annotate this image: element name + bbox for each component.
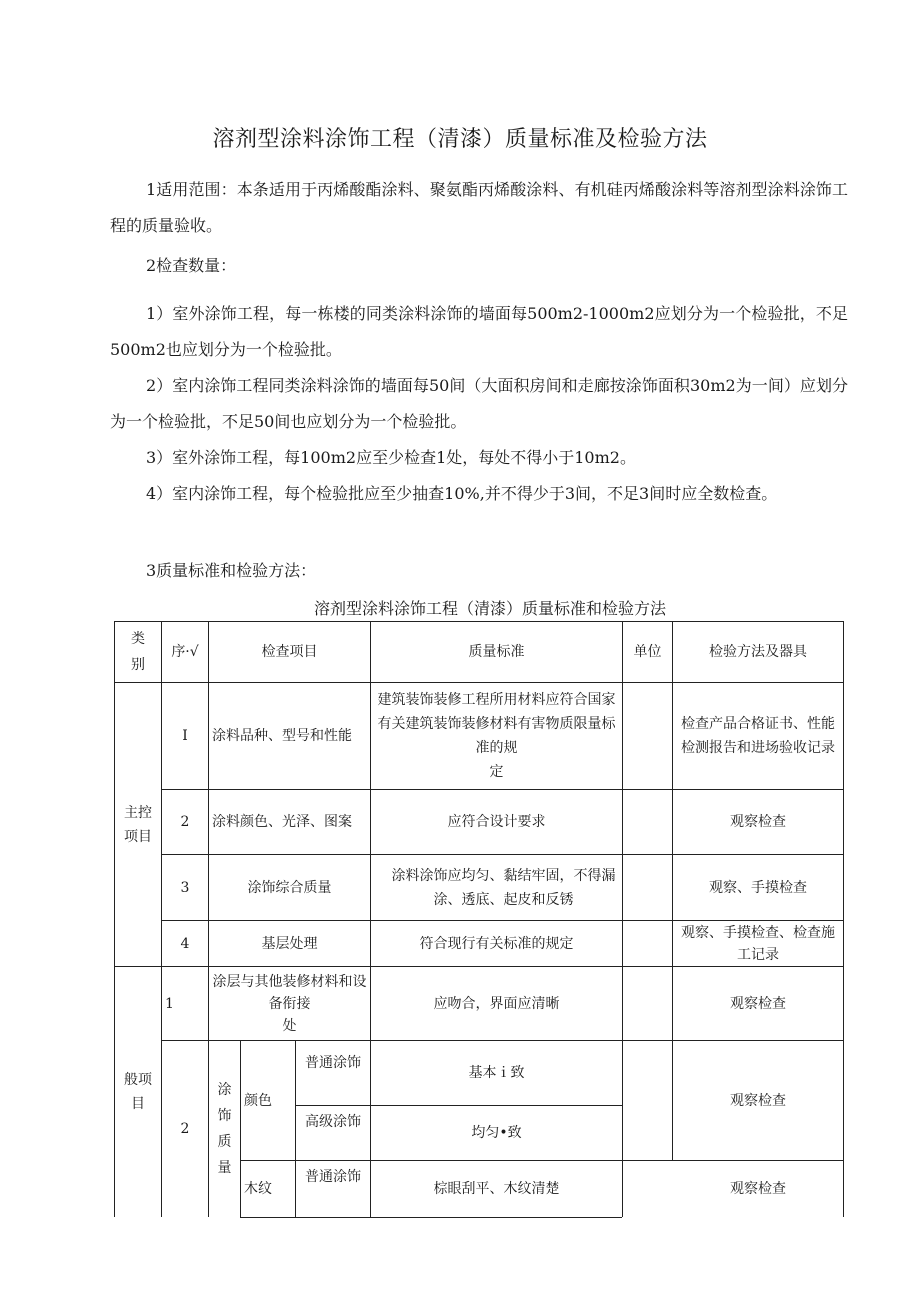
general-row-1-standard: 应吻合，界面应清晰	[433, 995, 560, 1012]
category-general: 般项 目	[124, 1072, 152, 1112]
color-high-label: 高级涂饰	[305, 1114, 361, 1130]
paragraph-scope: 1适用范围：本条适用于丙烯酸酯涂料、聚氨酯丙烯酸涂料、有机硅丙烯酸涂料等溶剂型涂料涂饰工程的质量验收。	[110, 180, 848, 235]
main-row-1-item: 涂料品种、型号和性能	[212, 728, 352, 744]
main-row-2-method: 观察检查	[730, 814, 786, 830]
paragraph-item-4: 4）室内涂饰工程，每个检验批应至少抽查10%,并不得少于3间，不足3间时应全数检查。	[146, 484, 778, 503]
main-row-4-item: 基层处理	[261, 935, 318, 952]
main-row-4-standard: 符合现行有关标准的规定	[419, 935, 574, 952]
general-row-2-group: 涂 饰 质 量	[217, 1082, 232, 1176]
main-row-3-method: 观察、手摸检查	[709, 879, 807, 896]
main-row-2-seq: 2	[180, 814, 190, 830]
general-row-1-method: 观察检查	[730, 995, 786, 1012]
main-row-3-seq: 3	[180, 879, 190, 896]
table-caption: 溶剂型涂料涂饰工程（清漆）质量标准和检验方法	[313, 599, 666, 618]
color-high-standard: 均匀•致	[471, 1125, 522, 1141]
main-row-1-seq: I	[182, 728, 188, 744]
paragraph-item-3: 3）室外涂饰工程，每100m2应至少检查1处，每处不得小于10m2。	[146, 448, 636, 467]
color-normal-label: 普通涂饰	[305, 1055, 361, 1071]
header-seq: 序·√	[171, 644, 199, 660]
header-unit: 单位	[633, 644, 662, 660]
quality-table	[114, 621, 844, 1221]
paragraph-item-2: 2）室内涂饰工程同类涂料涂饰的墙面每50间（大面积房间和走廊按涂饰面积30m2为一间）应划分为一个检验批，不足50间也应划分为一个检验批。	[110, 376, 848, 431]
main-row-2-standard: 应符合设计要求	[447, 814, 546, 830]
header-standard: 质量标准	[468, 644, 525, 660]
paragraph-inspection-quantity: 2检查数量：	[146, 256, 237, 275]
header-category: 类 别	[131, 631, 145, 673]
header-method: 检验方法及器具	[709, 644, 807, 660]
main-row-4-seq: 4	[180, 935, 190, 952]
main-row-1-standard: 建筑装饰装修工程所用材料应符合国家有关建筑装饰装修材料有害物质限量标准的规 定	[377, 692, 616, 780]
color-normal-standard: 基本ｉ致	[468, 1065, 525, 1081]
paragraph-standards: 3质量标准和检验方法：	[146, 561, 317, 580]
main-row-3-standard: 涂料涂饰应均匀、黏结牢固，不得漏涂、透底、起皮和反锈	[391, 867, 616, 908]
color-method: 观察检查	[730, 1092, 786, 1109]
grain-label: 木纹	[244, 1181, 272, 1197]
header-item: 检查项目	[261, 644, 318, 660]
paragraph-item-1: 1）室外涂饰工程，每一栋楼的同类涂料涂饰的墙面每500m2-1000m2应划分为一个检验批，不足500m2也应划分为一个检验批。	[110, 304, 848, 359]
main-row-4-method: 观察、手摸检查、检查施工记录	[681, 924, 835, 963]
general-row-2-seq: 2	[180, 1121, 190, 1137]
general-row-1-item: 涂层与其他装修材料和设备衔接 处	[212, 973, 367, 1034]
main-row-1-method: 检查产品合格证书、性能检测报告和进场验收记录	[681, 716, 835, 756]
document-title: 溶剂型涂料涂饰工程（清漆）质量标准及检验方法	[212, 127, 708, 152]
grain-method: 观察检查	[730, 1181, 786, 1197]
main-row-3-item: 涂饰综合质量	[247, 879, 332, 896]
grain-normal-standard: 棕眼刮平、木纹清楚	[433, 1181, 560, 1197]
general-row-1-seq: 1	[165, 995, 174, 1012]
main-row-2-item: 涂料颜色、光泽、图案	[212, 814, 352, 830]
color-label: 颜色	[244, 1092, 272, 1109]
grain-normal-label: 普通涂饰	[305, 1169, 361, 1185]
category-main-control: 主控 项目	[124, 804, 152, 845]
